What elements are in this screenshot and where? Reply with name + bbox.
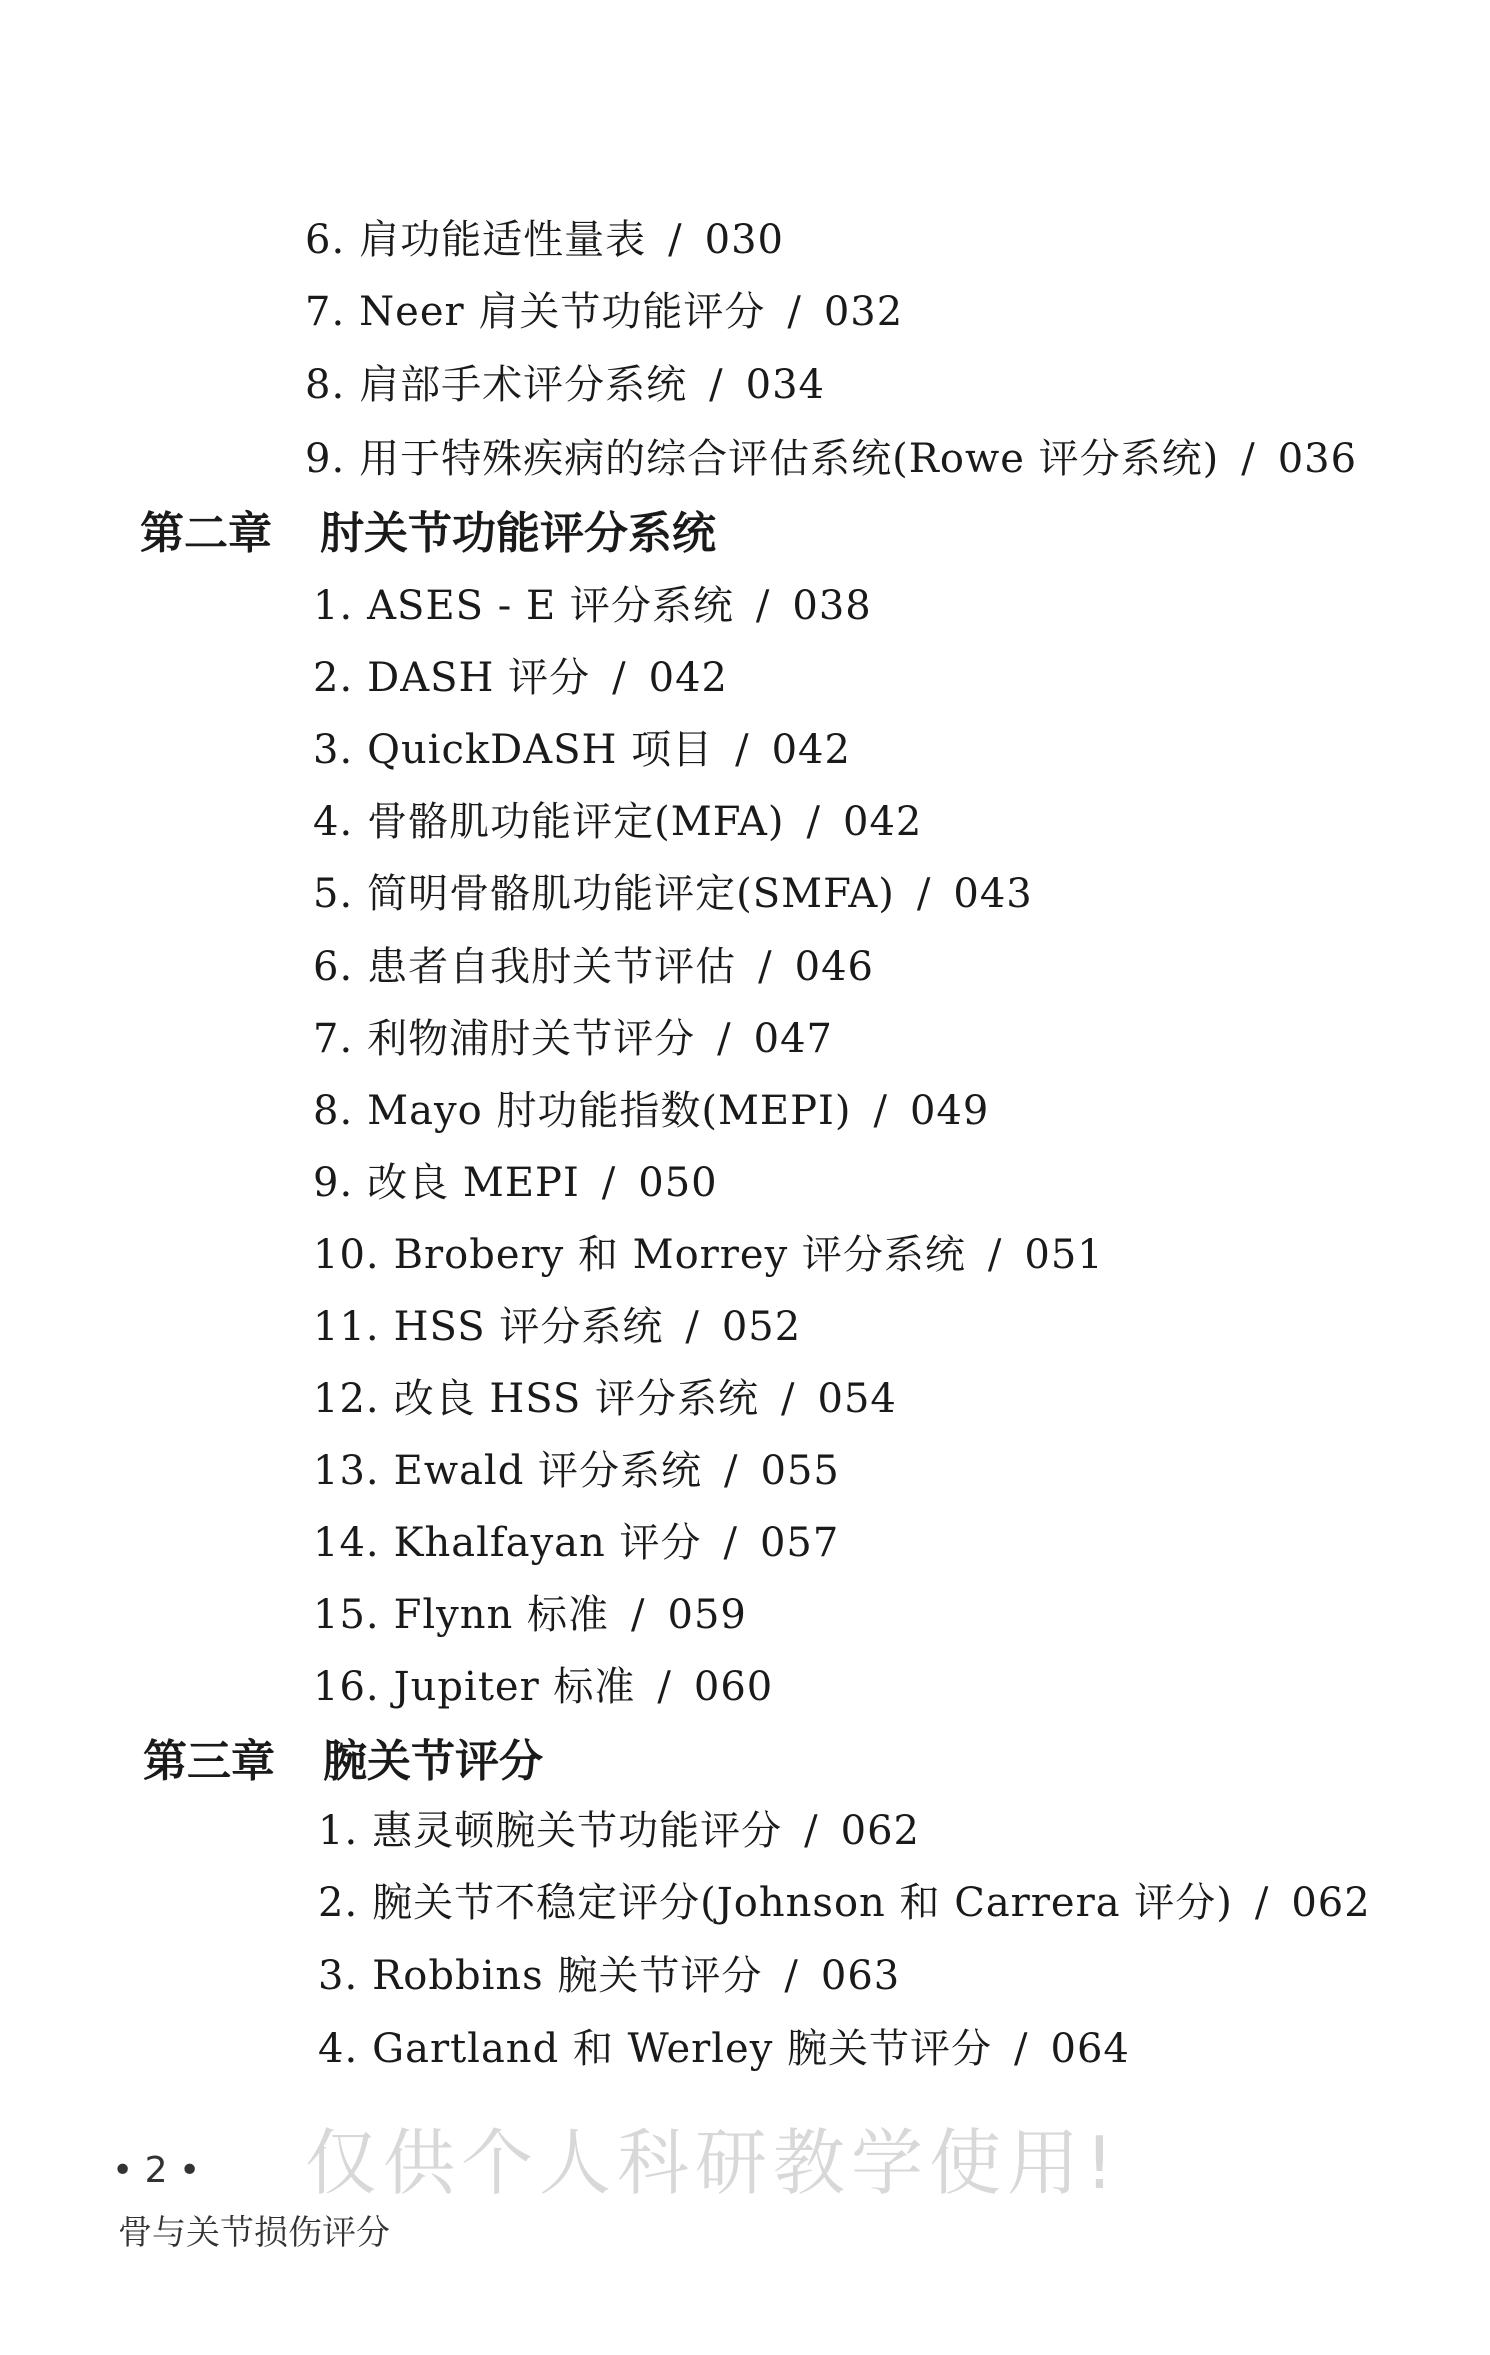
entry-page: 034 <box>745 362 826 408</box>
chapter-heading <box>140 506 716 562</box>
entry-page: 038 <box>792 583 872 629</box>
entry-number: 6. <box>305 217 346 263</box>
page-number: • 2 • <box>112 2150 201 2191</box>
entry-title: Gartland 和 Werley 腕关节评分 <box>372 2026 993 2072</box>
entry-separator: / <box>1254 1880 1270 1926</box>
entry-title: 患者自我肘关节评估 <box>367 944 737 990</box>
toc-entry <box>313 1446 840 1496</box>
entry-title: Neer 肩关节功能评分 <box>359 289 766 335</box>
entry-number: 1. <box>318 1808 359 1854</box>
toc-entry <box>305 215 784 265</box>
entry-title: 用于特殊疾病的综合评估系统(Rowe 评分系统) <box>359 436 1220 482</box>
toc-entry <box>318 1951 900 2001</box>
entry-separator: / <box>612 655 627 701</box>
entry-number: 9. <box>305 436 346 482</box>
entry-title: QuickDASH 项目 <box>367 727 714 773</box>
entry-separator: / <box>709 362 724 408</box>
entry-separator: / <box>804 1808 819 1854</box>
entry-page: 043 <box>953 871 1033 917</box>
entry-title: 利物浦肘关节评分 <box>367 1016 696 1062</box>
entry-title: 改良 HSS 评分系统 <box>393 1376 760 1422</box>
entry-number: 16. <box>313 1664 380 1710</box>
entry-page: 036 <box>1277 436 1358 482</box>
entry-number: 12. <box>313 1376 380 1422</box>
entry-title: 肩部手术评分系统 <box>359 362 688 408</box>
toc-entry <box>313 869 1033 919</box>
entry-number: 5. <box>313 871 354 917</box>
entry-title: Flynn 标准 <box>393 1592 610 1638</box>
toc-entry <box>313 1230 1104 1280</box>
entry-title: DASH 评分 <box>367 655 591 701</box>
entry-title: ASES - E 评分系统 <box>367 583 734 629</box>
watermark: 仅供个人科研教学使用! <box>305 2121 1120 2205</box>
toc-entry <box>313 1158 718 1208</box>
entry-separator: / <box>873 1088 888 1134</box>
entry-page: 050 <box>638 1160 718 1206</box>
entry-separator: / <box>987 1232 1003 1278</box>
entry-title: Robbins 腕关节评分 <box>372 1953 763 1999</box>
entry-title: 惠灵顿腕关节功能评分 <box>372 1808 783 1854</box>
entry-number: 14. <box>313 1520 380 1566</box>
entry-number: 3. <box>313 727 354 773</box>
entry-separator: / <box>717 1016 732 1062</box>
entry-title: 腕关节不稳定评分(Johnson 和 Carrera 评分) <box>372 1880 1233 1926</box>
toc-entry <box>318 2024 1130 2074</box>
entry-separator: / <box>724 1448 739 1494</box>
entry-title: 简明骨骼肌功能评定(SMFA) <box>367 871 895 917</box>
entry-page: 062 <box>1291 1880 1371 1926</box>
toc-entry <box>318 1878 1371 1928</box>
entry-number: 7. <box>313 1016 354 1062</box>
entry-separator: / <box>723 1520 738 1566</box>
toc-entry <box>313 1302 801 1352</box>
entry-separator: / <box>685 1304 700 1350</box>
entry-number: 2. <box>313 655 354 701</box>
toc-entry <box>305 360 825 410</box>
entry-page: 059 <box>667 1592 747 1638</box>
entry-separator: / <box>735 727 750 773</box>
entry-separator: / <box>781 1376 796 1422</box>
entry-page: 032 <box>823 289 904 335</box>
entry-page: 049 <box>909 1088 990 1134</box>
entry-page: 054 <box>817 1376 897 1422</box>
toc-entry <box>305 434 1357 484</box>
toc-entry <box>313 1590 747 1640</box>
entry-number: 15. <box>313 1592 380 1638</box>
entry-page: 064 <box>1050 2026 1130 2072</box>
chapter-label: 第二章 <box>140 508 272 559</box>
entry-number: 6. <box>313 944 354 990</box>
entry-number: 4. <box>313 799 354 845</box>
entry-separator: / <box>784 1953 799 1999</box>
entry-separator: / <box>631 1592 646 1638</box>
entry-separator: / <box>1241 436 1256 482</box>
toc-entry <box>313 653 728 703</box>
entry-page: 046 <box>794 944 875 990</box>
entry-page: 042 <box>771 727 851 773</box>
entry-page: 062 <box>840 1808 921 1854</box>
entry-title: 改良 MEPI <box>367 1160 580 1206</box>
toc-entry <box>313 581 872 631</box>
entry-title: Jupiter 标准 <box>393 1664 636 1710</box>
entry-separator: / <box>668 217 683 263</box>
entry-title: Brobery 和 Morrey 评分系统 <box>393 1232 966 1278</box>
entry-separator: / <box>1014 2026 1029 2072</box>
toc-entry <box>313 1374 897 1424</box>
entry-number: 13. <box>313 1448 380 1494</box>
entry-page: 051 <box>1024 1232 1104 1278</box>
chapter-label: 第三章 <box>143 1736 275 1787</box>
entry-title: Khalfayan 评分 <box>393 1520 702 1566</box>
toc-entry <box>318 1806 920 1856</box>
entry-page: 042 <box>843 799 923 845</box>
entry-number: 8. <box>313 1088 354 1134</box>
entry-title: Ewald 评分系统 <box>393 1448 703 1494</box>
toc-entry <box>313 1014 833 1064</box>
entry-number: 2. <box>318 1880 359 1926</box>
chapter-title: 腕关节评分 <box>323 1736 543 1787</box>
entry-page: 063 <box>820 1953 901 1999</box>
entry-page: 060 <box>693 1664 774 1710</box>
toc-entry <box>305 287 903 337</box>
entry-separator: / <box>916 871 932 917</box>
chapter-title: 肘关节功能评分系统 <box>320 508 716 559</box>
entry-separator: / <box>806 799 821 845</box>
entry-page: 042 <box>648 655 728 701</box>
entry-separator: / <box>755 583 771 629</box>
entry-number: 1. <box>313 583 354 629</box>
toc-entry <box>313 797 922 847</box>
entry-title: HSS 评分系统 <box>393 1304 664 1350</box>
toc-entry <box>313 942 874 992</box>
entry-page: 055 <box>760 1448 840 1494</box>
entry-number: 10. <box>313 1232 380 1278</box>
entry-number: 9. <box>313 1160 354 1206</box>
entry-title: Mayo 肘功能指数(MEPI) <box>367 1088 852 1134</box>
entry-separator: / <box>657 1664 672 1710</box>
entry-separator: / <box>758 944 773 990</box>
toc-entry <box>313 725 851 775</box>
book-title: 骨与关节损伤评分 <box>118 2213 390 2253</box>
entry-page: 057 <box>759 1520 840 1566</box>
entry-separator: / <box>601 1160 617 1206</box>
entry-number: 3. <box>318 1953 359 1999</box>
entry-separator: / <box>787 289 802 335</box>
toc-entry <box>313 1518 839 1568</box>
entry-title: 骨骼肌功能评定(MFA) <box>367 799 785 845</box>
chapter-heading <box>143 1734 543 1790</box>
toc-entry <box>313 1086 989 1136</box>
entry-page: 052 <box>721 1304 802 1350</box>
entry-number: 11. <box>313 1304 380 1350</box>
entry-page: 030 <box>704 217 785 263</box>
entry-number: 4. <box>318 2026 359 2072</box>
toc-entry <box>313 1662 773 1712</box>
entry-page: 047 <box>753 1016 834 1062</box>
entry-title: 肩功能适性量表 <box>359 217 647 263</box>
entry-number: 7. <box>305 289 346 335</box>
entry-number: 8. <box>305 362 346 408</box>
